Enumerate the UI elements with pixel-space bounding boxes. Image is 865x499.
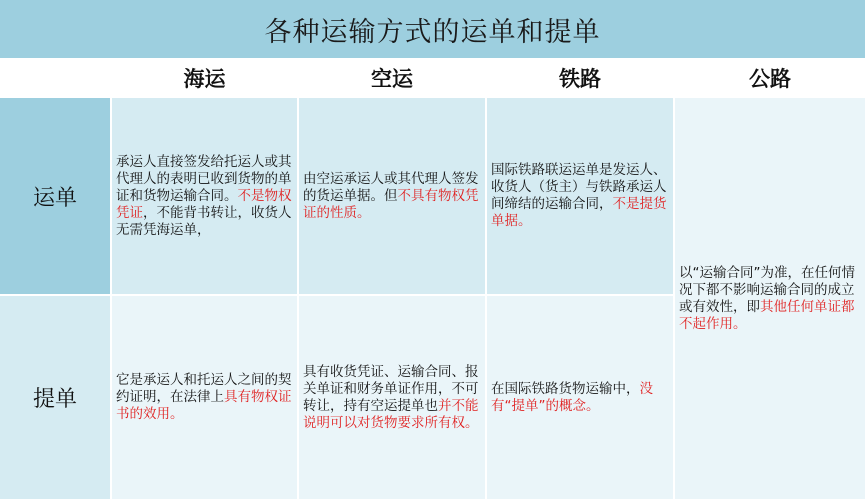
cell-road-merged: 以“运输合同”为准，在任何情况下都不影响运输合同的成立或有效性，即其他任何单证都不起作用。 <box>675 98 865 499</box>
header-road: 公路 <box>675 60 865 96</box>
cell-air-waybill: 由空运承运人或其代理人签发的货运单据。但不具有物权凭证的性质。 <box>299 98 485 294</box>
row-label-bill-of-lading: 提单 <box>0 296 110 499</box>
cell-sea-waybill: 承运人直接签发给托运人或其代理人的表明已收到货物的单证和货物运输合同。不是物权凭证，不能背书转让，收货人无需凭海运单， <box>112 98 297 294</box>
cell-sea-bill-of-lading: 它是承运人和托运人之间的契约证明，在法律上具有物权证书的效用。 <box>112 296 297 499</box>
cell-rail-bill-of-lading: 在国际铁路货物运输中，没有“提单”的概念。 <box>487 296 673 499</box>
header-corner <box>0 60 110 96</box>
header-sea: 海运 <box>112 60 297 96</box>
cell-air-bill-of-lading: 具有收货凭证、运输合同、报关单证和财务单证作用，不可转让，持有空运提单也并不能说明可以对货物要求所有权。 <box>299 296 485 499</box>
page-title: 各种运输方式的运单和提单 <box>0 0 865 58</box>
header-air: 空运 <box>299 60 485 96</box>
cell-rail-waybill: 国际铁路联运运单是发运人、收货人（货主）与铁路承运人间缔结的运输合同，不是提货单据。 <box>487 98 673 294</box>
header-rail: 铁路 <box>487 60 673 96</box>
row-label-waybill: 运单 <box>0 98 110 294</box>
